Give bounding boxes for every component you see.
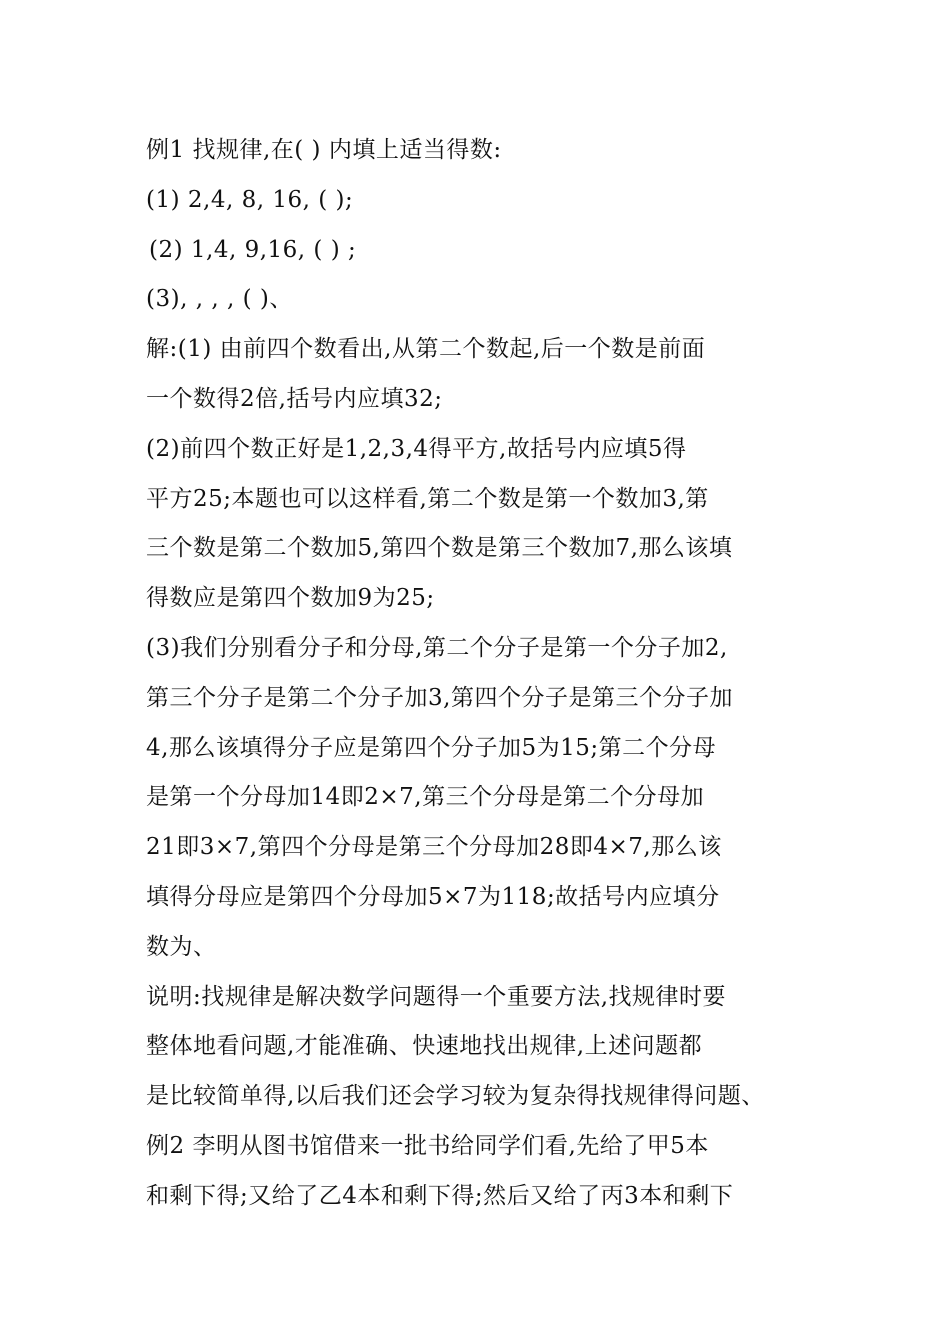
text-line-18: 说明:找规律是解决数学问题得一个重要方法,找规律时要 — [146, 983, 727, 1010]
text-line-9: 三个数是第二个数加5,第四个数是第三个数加7,那么该填 — [146, 535, 733, 562]
text-line-2: (1) 2,4, 8, 16, ( ); — [146, 186, 354, 213]
text-line-22: 和剩下得;又给了乙4本和剩下得;然后又给了丙3本和剩下 — [146, 1182, 734, 1209]
text-line-12: 第三个分子是第二个分子加3,第四个分子是第三个分子加 — [146, 684, 733, 711]
text-line-6: 一个数得2倍,括号内应填32; — [146, 385, 443, 412]
text-line-11: (3)我们分别看分子和分母,第二个分子是第一个分子加2, — [146, 634, 728, 661]
text-line-7: (2)前四个数正好是1,2,3,4得平方,故括号内应填5得 — [146, 435, 687, 462]
text-line-5: 解:(1) 由前四个数看出,从第二个数起,后一个数是前面 — [146, 336, 706, 363]
text-line-10: 得数应是第四个数加9为25; — [146, 585, 435, 612]
text-line-13: 4,那么该填得分子应是第四个分子加5为15;第二个分母 — [146, 734, 717, 761]
text-line-21: 例2 李明从图书馆借来一批书给同学们看,先给了甲5本 — [146, 1132, 709, 1159]
text-line-19: 整体地看问题,才能准确、快速地找出规律,上述问题都 — [146, 1033, 703, 1060]
text-line-4: (3), , , , ( )、 — [146, 286, 293, 313]
text-line-20: 是比较简单得,以后我们还会学习较为复杂得找规律得问题、 — [146, 1083, 765, 1110]
text-line-17: 数为、 — [146, 933, 217, 960]
text-line-14: 是第一个分母加14即2×7,第三个分母是第二个分母加 — [146, 784, 705, 811]
text-line-15: 21即3×7,第四个分母是第三个分母加28即4×7,那么该 — [146, 834, 722, 861]
text-line-3: (2) 1,4, 9,16, ( ) ; — [149, 236, 357, 263]
text-line-16: 填得分母应是第四个分母加5×7为118;故括号内应填分 — [146, 883, 720, 910]
document-page — [146, 126, 826, 1222]
text-line-8: 平方25;本题也可以这样看,第二个数是第一个数加3,第 — [146, 485, 709, 512]
text-line-1: 例1 找规律,在( ) 内填上适当得数: — [146, 137, 502, 163]
